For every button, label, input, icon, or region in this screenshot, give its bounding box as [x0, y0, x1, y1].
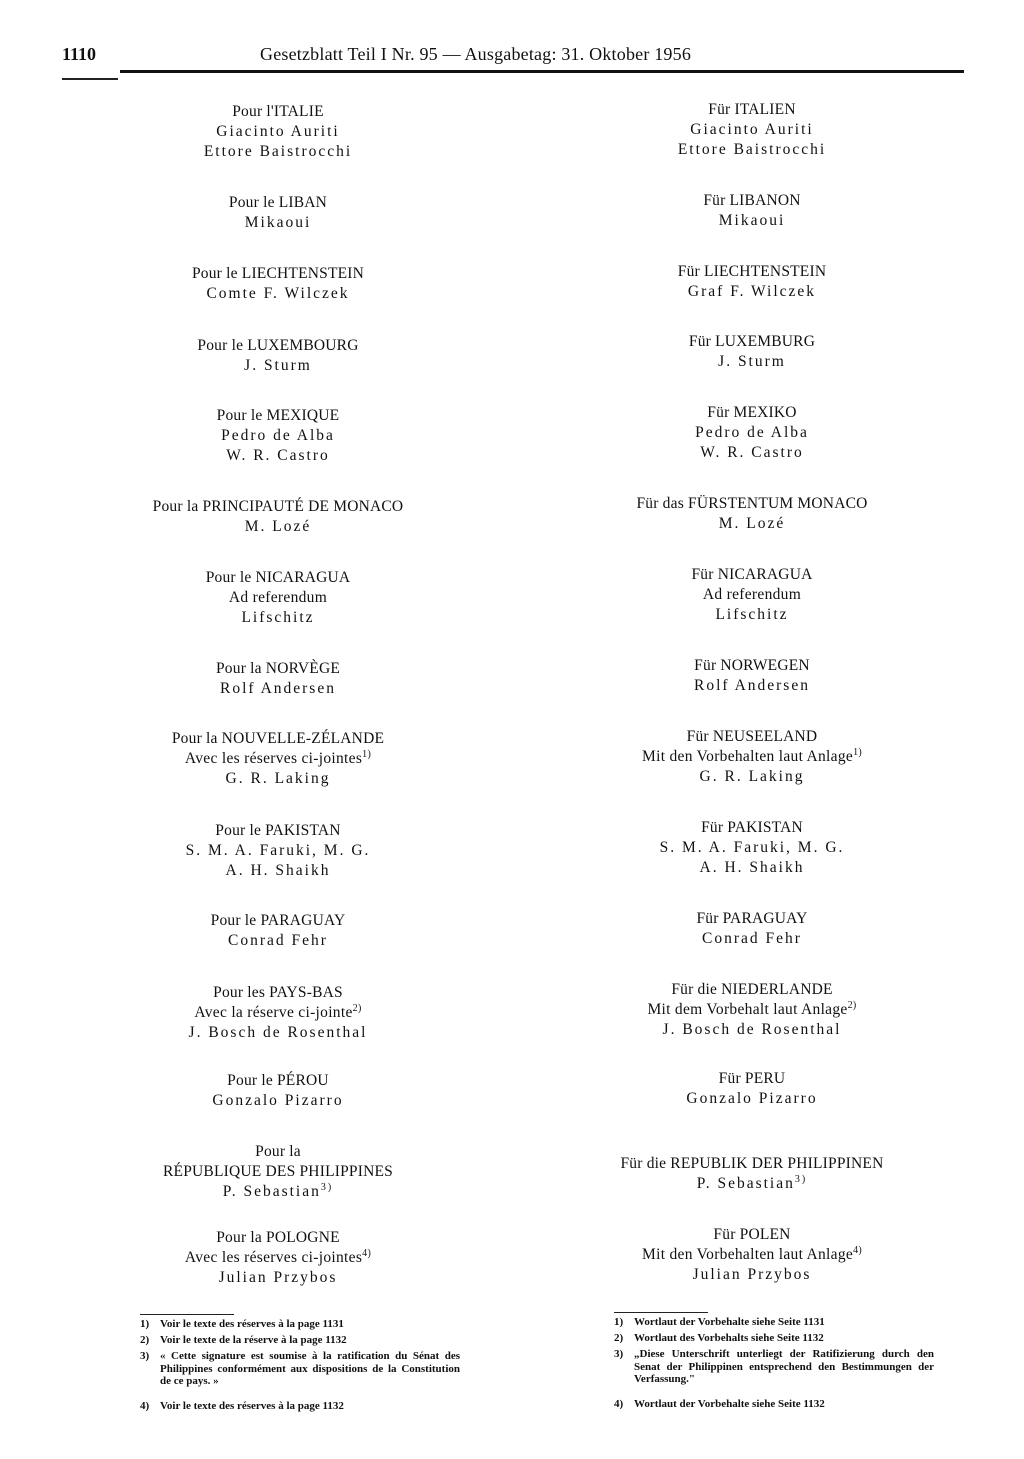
- signatory-name: [542, 929, 962, 949]
- country-name: Für LIBANON: [703, 192, 801, 209]
- footnote-number: 2): [614, 1332, 624, 1344]
- country-name: Pour le MEXIQUE: [216, 407, 340, 424]
- signature-block: [68, 1142, 488, 1202]
- line-text: Conrad Fehr: [228, 932, 328, 949]
- signature-block: [68, 568, 488, 628]
- line-text: J. Sturm: [718, 353, 786, 370]
- signatory-name: [68, 356, 488, 376]
- line-text: S. M. A. Faruki, M. G.: [185, 842, 371, 859]
- signature-block: [68, 406, 488, 466]
- country-name: Pour l'ITALIE: [232, 103, 324, 120]
- footnote: [140, 1400, 460, 1413]
- signatory-name: [542, 140, 962, 160]
- signatory-name: [68, 122, 488, 142]
- footnote-number: 3): [614, 1348, 624, 1360]
- footnote: [614, 1348, 934, 1386]
- signatory-name: [68, 679, 488, 699]
- line-text: Pedro de Alba: [221, 427, 335, 444]
- line-text: M. Lozé: [244, 518, 312, 535]
- line-text: Mit den Vorbehalten laut Anlage: [642, 1246, 854, 1263]
- signature-block: [542, 332, 962, 372]
- footnote-marker: 3): [320, 1181, 334, 1193]
- country-name: Für PARAGUAY: [696, 910, 808, 927]
- reservation-note: [68, 1248, 488, 1268]
- reservation-note: [542, 1245, 962, 1265]
- signatory-name: [542, 767, 962, 787]
- line-text: Gonzalo Pizarro: [212, 1092, 344, 1109]
- signatory-name: [542, 605, 962, 625]
- country-name: Pour la NORVÈGE: [215, 660, 341, 677]
- footnote-marker: 3): [794, 1173, 808, 1185]
- signatory-name: [68, 213, 488, 233]
- line-text: A. H. Shaikh: [225, 862, 331, 879]
- line-text: Avec les réserves ci-jointes: [184, 1249, 363, 1266]
- line-text: Rolf Andersen: [694, 677, 810, 694]
- signature-block: [542, 565, 962, 625]
- signature-block: [68, 193, 488, 233]
- signatory-name: [68, 1268, 488, 1288]
- country-name: Für PAKISTAN: [701, 819, 803, 836]
- signature-block: [68, 264, 488, 304]
- line-text: W. R. Castro: [226, 447, 330, 464]
- signatory-name: [68, 284, 488, 304]
- line-text: Avec les réserves ci-jointes: [184, 750, 363, 767]
- signatory-name: [542, 211, 962, 231]
- footnote-marker: 2): [352, 1002, 362, 1014]
- signatory-name: [542, 1174, 962, 1194]
- signature-block: [68, 336, 488, 376]
- country-name: Für die REPUBLIK DER PHILIPPINEN: [620, 1155, 884, 1172]
- line-text: P. Sebastian: [222, 1183, 321, 1200]
- signatory-name: [542, 352, 962, 372]
- signature-block: [542, 1069, 962, 1109]
- signatory-name: [68, 769, 488, 789]
- footnote-number: 1): [140, 1318, 150, 1330]
- line-text: W. R. Castro: [700, 444, 804, 461]
- footnote-text: „Diese Unterschrift unterliegt der Ratifizierung durch den Senat der Philippinen entsprechend den Bestimmungen der Verfassung.": [634, 1348, 934, 1385]
- line-text: Graf F. Wilczek: [687, 283, 817, 300]
- page-number: 1110: [62, 44, 97, 64]
- line-text: Avec la réserve ci-jointe: [194, 1004, 353, 1021]
- line-text: Lifschitz: [715, 606, 789, 623]
- country-name: Pour la NOUVELLE-ZÉLANDE: [171, 730, 385, 747]
- signature-block: [542, 909, 962, 949]
- footnote-number: 4): [614, 1398, 624, 1410]
- country-name: Pour la: [255, 1143, 301, 1160]
- line-text: Julian Przybos: [692, 1266, 812, 1283]
- footnote-number: 2): [140, 1334, 150, 1346]
- line-text: Mikaoui: [244, 214, 312, 231]
- signatory-name: [68, 931, 488, 951]
- country-name: Pour le LIECHTENSTEIN: [191, 265, 365, 282]
- signatory-name: [542, 120, 962, 140]
- signatory-name: [68, 426, 488, 446]
- country-name: Pour la PRINCIPAUTÉ DE MONACO: [152, 498, 404, 515]
- reservation-note: [68, 1003, 488, 1023]
- page-header: [62, 40, 964, 74]
- line-text: Mikaoui: [718, 212, 786, 229]
- line-text: Mit den Vorbehalten laut Anlage: [642, 748, 854, 765]
- footnote-text: Wortlaut des Vorbehalts siehe Seite 1132: [634, 1332, 824, 1344]
- country-name: [68, 1162, 488, 1182]
- signature-block: [68, 497, 488, 537]
- signature-block: [68, 1228, 488, 1288]
- country-name: Pour le PARAGUAY: [210, 912, 346, 929]
- signatory-name: [68, 1091, 488, 1111]
- footnote-number: 1): [614, 1316, 624, 1328]
- signature-block: [542, 1225, 962, 1285]
- signatory-name: [68, 1182, 488, 1202]
- country-name: Für LIECHTENSTEIN: [677, 263, 827, 280]
- footnote-number: 3): [140, 1350, 150, 1362]
- reservation-note: [542, 1000, 962, 1020]
- country-name: Für PERU: [718, 1070, 786, 1087]
- signatory-name: [68, 517, 488, 537]
- line-text: A. H. Shaikh: [699, 859, 805, 876]
- line-text: Ad referendum: [702, 586, 802, 603]
- line-text: Ad referendum: [228, 589, 328, 606]
- line-text: P. Sebastian: [696, 1175, 795, 1192]
- line-text: G. R. Laking: [225, 770, 331, 787]
- reservation-note: [542, 747, 962, 767]
- country-name: Pour le PAKISTAN: [215, 822, 341, 839]
- line-text: Conrad Fehr: [702, 930, 802, 947]
- line-text: J. Bosch de Rosenthal: [188, 1024, 368, 1041]
- gazette-title: Gesetzblatt Teil I Nr. 95 — Ausgabetag: 31. Oktober 1956: [260, 44, 692, 64]
- line-text: Ettore Baistrocchi: [203, 143, 353, 160]
- country-name: Pour les PAYS-BAS: [213, 984, 343, 1001]
- signature-block: [68, 659, 488, 699]
- footnote: [614, 1316, 934, 1329]
- signature-block: [68, 821, 488, 881]
- header-rule: [120, 70, 964, 73]
- footnote-text: Wortlaut der Vorbehalte siehe Seite 1131: [634, 1316, 825, 1328]
- line-text: Mit dem Vorbehalt laut Anlage: [647, 1001, 848, 1018]
- signatory-name: [542, 1089, 962, 1109]
- country-name: Pour le LUXEMBOURG: [197, 337, 359, 354]
- footnote-text: Voir le texte des réserves à la page 1132: [160, 1400, 344, 1412]
- signatory-name: [68, 841, 488, 861]
- signatory-name: [542, 838, 962, 858]
- reservation-note: [68, 749, 488, 769]
- line-text: G. R. Laking: [699, 768, 805, 785]
- signature-block: [542, 403, 962, 463]
- signature-block: [542, 191, 962, 231]
- footnote-marker: 2): [847, 999, 857, 1011]
- line-text: Lifschitz: [241, 609, 315, 626]
- country-name: Für ITALIEN: [708, 101, 796, 118]
- country-name: Für LUXEMBURG: [688, 333, 816, 350]
- line-text: Gonzalo Pizarro: [686, 1090, 818, 1107]
- country-name: Für NORWEGEN: [694, 657, 810, 674]
- signatory-name: [542, 443, 962, 463]
- footnote: [614, 1332, 934, 1345]
- signature-block: [68, 729, 488, 789]
- footnote: [614, 1398, 934, 1411]
- footnote: [140, 1350, 460, 1388]
- country-name: Pour le NICARAGUA: [205, 569, 351, 586]
- signature-block: [542, 727, 962, 787]
- signatory-name: [542, 282, 962, 302]
- footnote-marker: 1): [853, 746, 862, 758]
- signature-block: [68, 102, 488, 162]
- country-name: Für NEUSEELAND: [686, 728, 818, 745]
- line-text: RÉPUBLIQUE DES PHILIPPINES: [163, 1163, 393, 1180]
- line-text: J. Sturm: [244, 357, 312, 374]
- line-text: M. Lozé: [718, 515, 786, 532]
- country-name: Für MEXIKO: [707, 404, 797, 421]
- country-name: Pour le PÉROU: [227, 1072, 329, 1089]
- line-text: Julian Przybos: [218, 1269, 338, 1286]
- signatory-name: [68, 861, 488, 881]
- line-text: J. Bosch de Rosenthal: [662, 1021, 842, 1038]
- signature-block: [542, 818, 962, 878]
- footnote-marker: 4): [853, 1244, 862, 1256]
- footnote-rule: [140, 1314, 234, 1315]
- footnote-number: 4): [140, 1400, 150, 1412]
- signature-block: [68, 911, 488, 951]
- line-text: Giacinto Auriti: [216, 123, 340, 140]
- signature-block: [542, 262, 962, 302]
- page-number-rule: [62, 78, 118, 80]
- signature-block: [68, 983, 488, 1043]
- footnote-rule: [614, 1312, 708, 1313]
- footnote: [140, 1318, 460, 1331]
- footnote-text: Wortlaut der Vorbehalte siehe Seite 1132: [634, 1398, 825, 1410]
- footnote-text: Voir le texte de la réserve à la page 1132: [160, 1334, 347, 1346]
- signatory-name: [542, 676, 962, 696]
- country-name: Für die NIEDERLANDE: [671, 981, 833, 998]
- signatory-name: [542, 423, 962, 443]
- signatory-name: [68, 1023, 488, 1043]
- signatory-name: [542, 514, 962, 534]
- footnote-text: Voir le texte des réserves à la page 1131: [160, 1318, 344, 1330]
- line-text: S. M. A. Faruki, M. G.: [659, 839, 845, 856]
- signatory-name: [68, 608, 488, 628]
- signatory-name: [542, 1020, 962, 1040]
- signature-block: [542, 1154, 962, 1194]
- signature-block: [542, 656, 962, 696]
- signature-block: [542, 494, 962, 534]
- signatory-name: [68, 142, 488, 162]
- signature-block: [542, 100, 962, 160]
- line-text: Ettore Baistrocchi: [677, 141, 827, 158]
- signatory-name: [542, 1265, 962, 1285]
- reservation-note: [68, 588, 488, 608]
- line-text: Rolf Andersen: [220, 680, 336, 697]
- country-name: Pour la POLOGNE: [216, 1229, 340, 1246]
- country-name: Für POLEN: [713, 1226, 791, 1243]
- line-text: Comte F. Wilczek: [206, 285, 350, 302]
- footnote-marker: 1): [362, 748, 372, 760]
- footnote-marker: 4): [362, 1247, 372, 1259]
- footnote: [140, 1334, 460, 1347]
- reservation-note: [542, 585, 962, 605]
- country-name: Für das FÜRSTENTUM MONACO: [636, 495, 868, 512]
- line-text: Pedro de Alba: [695, 424, 809, 441]
- country-name: Für NICARAGUA: [691, 566, 813, 583]
- signature-block: [68, 1071, 488, 1111]
- signatory-name: [542, 858, 962, 878]
- country-name: Pour le LIBAN: [228, 194, 328, 211]
- footnote-text: « Cette signature est soumise à la ratification du Sénat des Philippines conformément aux dispositions de la Constitution de ce pays. »: [160, 1350, 460, 1387]
- signature-block: [542, 980, 962, 1040]
- signatory-name: [68, 446, 488, 466]
- line-text: Giacinto Auriti: [690, 121, 814, 138]
